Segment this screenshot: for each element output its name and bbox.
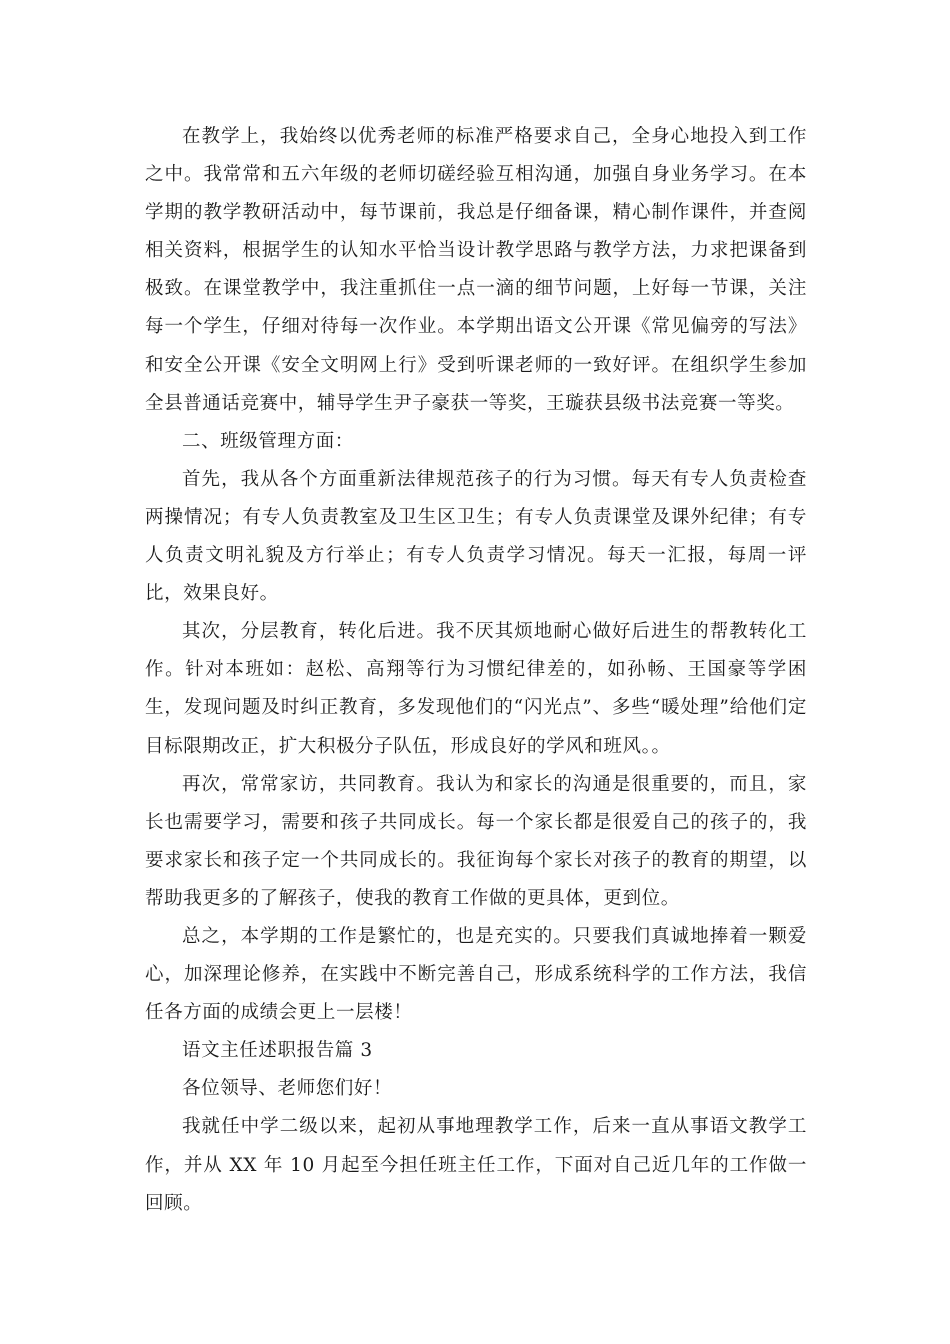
paragraph-conclusion: 总之，本学期的工作是繁忙的，也是充实的。只要我们真诚地捧着一颗爱心，加深理论修养，在实践中不断完善自己，形成系统科学的工作方法，我信任各方面的成绩会更上一层楼！: [145, 925, 807, 1024]
paragraph-intro: 我就任中学二级以来，起初从事地理教学工作，后来一直从事语文教学工作，并从 XX 年 10 月起至今担任班主任工作，下面对自己近几年的工作做一回顾。: [145, 1116, 807, 1214]
greeting: 各位领导、老师您们好！: [182, 1078, 393, 1100]
article-title: 语文主任述职报告篇 3: [182, 1040, 373, 1062]
paragraph-first: 首先，我从各个方面重新法律规范孩子的行为习惯。每天有专人负责检查两操情况；有专人负责教室及卫生区卫生；有专人负责课堂及课外纪律；有专人负责文明礼貌及方行举止；有专人负责学习情况。每天一汇报，每周一评比，效果良好。: [145, 468, 807, 605]
section-heading-class-management: 二、班级管理方面：: [182, 430, 354, 452]
document-body: [145, 118, 807, 1223]
paragraph-third: 再次，常常家访，共同教育。我认为和家长的沟通是很重要的，而且，家长也需要学习，需要和孩子共同成长。每一个家长都是很爱自己的孩子的，我要求家长和孩子定一个共同成长的。我征询每个家长对孩子的教育的期望，以帮助我更多的了解孩子，使我的教育工作做的更具体，更到位。: [145, 773, 807, 909]
paragraph-teaching: 在教学上，我始终以优秀老师的标准严格要求自己，全身心地投入到工作之中。我常常和五六年级的老师切磋经验互相沟通，加强自身业务学习。在本学期的教学教研活动中，每节课前，我总是仔细备课，精心制作课件，并查阅相关资料，根据学生的认知水平恰当设计教学思路与教学方法，力求把课备到极致。在课堂教学中，我注重抓住一点一滴的细节问题，上好每一节课，关注每一个学生，仔细对待每一次作业。本学期出语文公开课《常见偏旁的写法》和安全公开课《安全文明网上行》受到听课老师的一致好评。在组织学生参加全县普通话竞赛中，辅导学生尹子豪获一等奖，王璇获县级书法竞赛一等奖。: [145, 126, 807, 414]
paragraph-second: 其次，分层教育，转化后进。我不厌其烦地耐心做好后进生的帮教转化工作。针对本班如：赵松、高翔等行为习惯纪律差的，如孙畅、王国豪等学困生，发现问题及时纠正教育，多发现他们的“闪光点”、多些“暖处理”给他们定目标限期改正，扩大积极分子队伍，形成良好的学风和班风。。: [145, 621, 807, 757]
